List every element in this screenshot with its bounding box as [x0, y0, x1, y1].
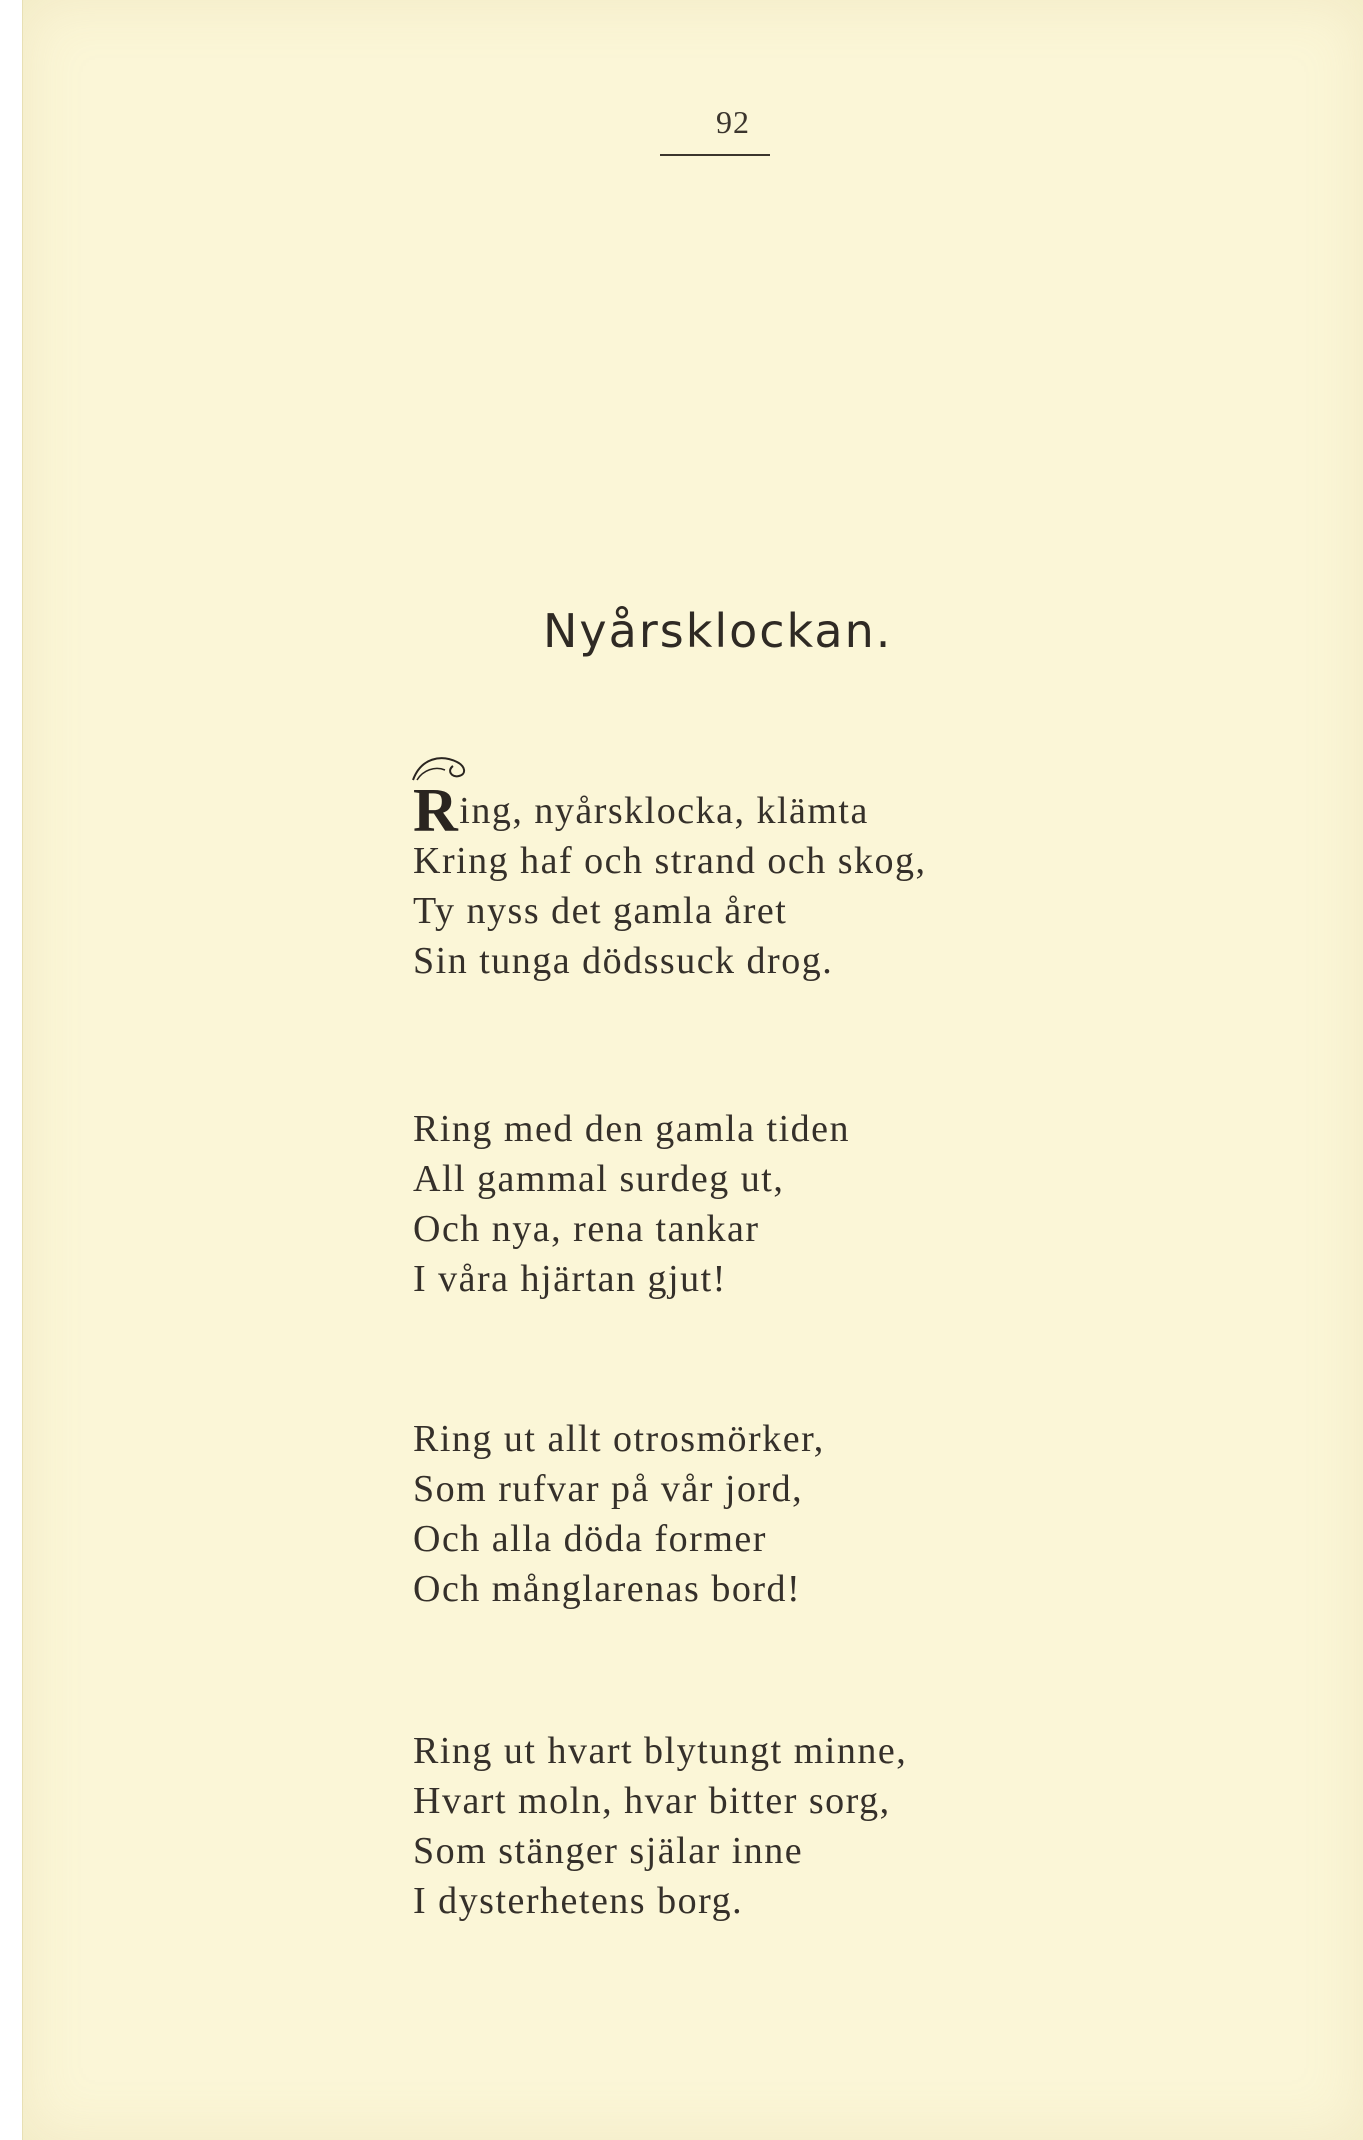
poem-line: Ty nyss det gamla året [413, 890, 788, 932]
drop-cap [413, 777, 460, 845]
poem-line: I våra hjärtan gjut! [413, 1258, 727, 1300]
poem-line: Hvart moln, hvar bitter sorg, [413, 1780, 891, 1822]
poem-line: Kring haf och strand och skog, [413, 840, 927, 882]
poem-line: Och månglarenas bord! [413, 1568, 802, 1610]
poem-line: Sin tunga dödssuck drog. [413, 940, 834, 982]
stanza-4 [413, 1726, 907, 1926]
poem-line: Och alla döda former [413, 1518, 767, 1560]
stanza-1 [413, 777, 927, 986]
page-number-rule [660, 154, 770, 156]
stanza-2 [413, 1104, 850, 1304]
poem-line [413, 777, 927, 845]
poem-title: Nyårsklockan. [543, 604, 893, 658]
stanza-3 [413, 1414, 825, 1614]
poem-line: Som rufvar på vår jord, [413, 1468, 804, 1510]
poem-line: Ring ut hvart blytungt minne, [413, 1730, 908, 1772]
page-number: 92 [716, 104, 750, 140]
book-page [22, 0, 1363, 2140]
drop-cap-letter: R [413, 777, 460, 845]
flourish-icon [407, 750, 473, 786]
poem-line: Ring med den gamla tiden [413, 1108, 851, 1150]
poem-line: Ring ut allt otrosmörker, [413, 1418, 825, 1460]
poem-line: I dysterhetens borg. [413, 1880, 744, 1922]
poem-line: Och nya, rena tankar [413, 1208, 760, 1250]
poem-line-text: ing, nyårsklocka, klämta [459, 790, 869, 832]
poem-line: All gammal surdeg ut, [413, 1158, 785, 1200]
poem-line: Som stänger själar inne [413, 1830, 804, 1872]
